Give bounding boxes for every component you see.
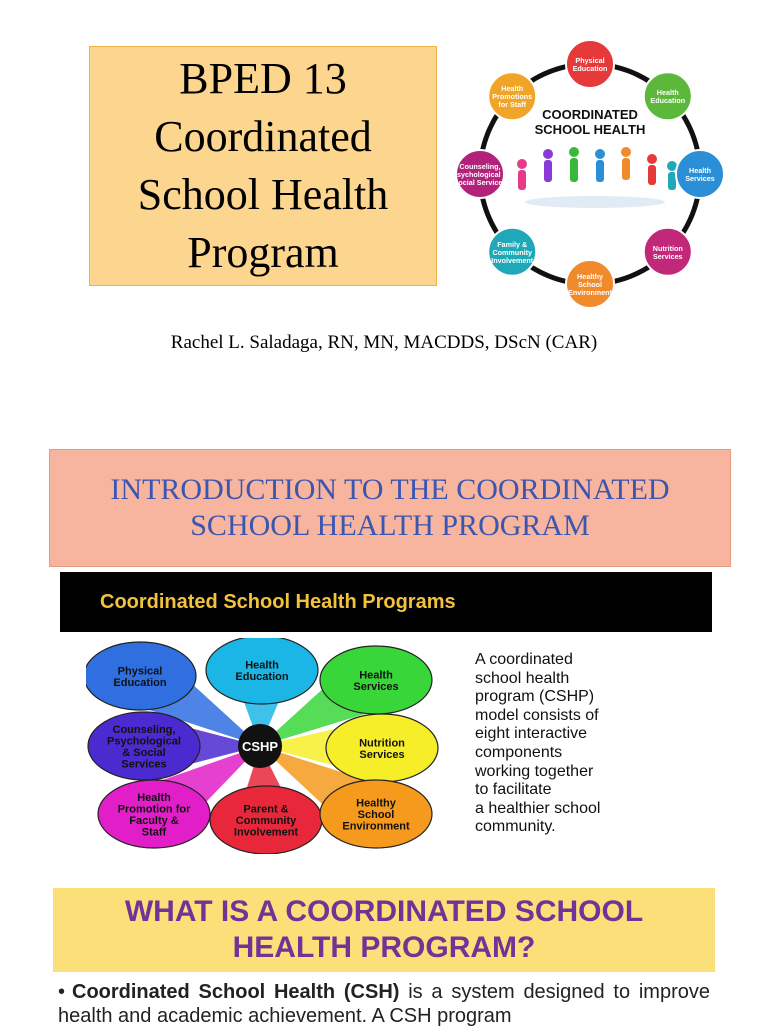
wheel-node-label: Health <box>689 166 711 175</box>
flower-petal-label: Faculty & <box>129 814 179 827</box>
banner-line-2: HEALTH PROGRAM? <box>232 931 536 964</box>
wheel-node-label: Psychological & <box>452 170 508 179</box>
wheel-node-label: School <box>578 280 602 289</box>
flower-petal-label: Parent & <box>243 803 289 816</box>
desc-line: components <box>475 743 563 761</box>
title-line-2: Coordinated <box>154 112 372 161</box>
flower-petal-label: Physical <box>117 665 163 678</box>
wheel-node-label: Community <box>492 247 532 257</box>
wheel-node <box>566 260 614 308</box>
flower-petal <box>320 780 432 848</box>
wheel-node-label: Health <box>501 84 524 94</box>
wheel-node <box>644 72 692 120</box>
wheel-center-title-2: SCHOOL HEALTH <box>534 122 646 137</box>
flower-petal <box>206 638 318 704</box>
flower-petal-label: Counseling, <box>112 723 176 736</box>
cshp-title-bar <box>60 572 712 632</box>
cshp-center-label: CSHP <box>241 739 279 754</box>
desc-line: model consists of <box>475 706 599 724</box>
flower-petal <box>210 786 322 854</box>
banner-line-1: WHAT IS A COORDINATED SCHOOL <box>124 895 644 928</box>
flower-petal-label: Health <box>137 791 171 804</box>
what-is-cshp-banner <box>53 888 715 972</box>
flower-petal <box>86 642 196 710</box>
cshp-components-diagram <box>86 638 446 854</box>
title-line-4: Program <box>187 228 339 277</box>
flower-petal-label: Education <box>235 670 289 683</box>
flower-petal <box>320 646 432 714</box>
wheel-node <box>566 40 614 88</box>
wheel-nodes <box>452 40 724 308</box>
wheel-node-label: Services <box>685 174 715 183</box>
flower-petal-label: Nutrition <box>359 737 405 750</box>
children-silhouettes <box>517 147 677 208</box>
flower-petal-label: Environment <box>342 820 410 833</box>
author-credit: Rachel L. Saladaga, RN, MN, MACDDS, DScN (CAR) <box>170 332 598 353</box>
title-line-1: BPED 13 <box>179 54 347 103</box>
flower-petal-label: Health <box>359 669 393 682</box>
flower-petal <box>326 714 438 782</box>
wheel-node-label: Social Services <box>453 178 507 187</box>
coordinated-school-health-wheel <box>440 24 740 324</box>
cshp-bar-title: Coordinated School Health Programs <box>100 590 456 613</box>
intro-heading-line-2: SCHOOL HEALTH PROGRAM <box>190 509 590 542</box>
wheel-node-label: Involvement <box>491 255 534 265</box>
bullet-icon: • <box>58 981 66 1003</box>
desc-line: working together <box>475 762 594 780</box>
wheel-node <box>488 228 536 276</box>
wheel-center-title-1: COORDINATED <box>542 107 638 122</box>
wheel-node-label: Promotions <box>492 92 533 102</box>
wheel-node-label: Physical <box>575 56 605 65</box>
flower-petal-label: Staff <box>141 826 167 839</box>
slide-title <box>138 50 389 282</box>
intro-heading-box <box>49 449 731 567</box>
flower-petal-label: Psychological <box>107 735 181 748</box>
wheel-node-label: Education <box>572 64 608 73</box>
flower-petal-label: Community <box>235 815 297 827</box>
bullet-body: is a system designed to improve health and academic achievement. A CSH program <box>58 981 710 1027</box>
wheel-node-label: for Staff <box>498 100 526 110</box>
flower-petal-label: Health <box>245 659 279 672</box>
desc-line: to facilitate <box>475 781 552 799</box>
desc-line: A coordinated <box>475 651 573 668</box>
title-box <box>89 46 437 286</box>
wheel-node <box>452 150 508 198</box>
flower-petal-label: Services <box>353 680 399 693</box>
wheel-node-label: Environment <box>568 288 612 297</box>
flower-petal-label: Services <box>121 758 167 771</box>
intro-heading-line-1: INTRODUCTION TO THE COORDINATED <box>110 473 670 506</box>
desc-line: program (CSHP) <box>475 688 595 706</box>
title-line-3: School Health <box>137 170 389 219</box>
wheel-node-label: Health <box>656 88 679 98</box>
flower-petal-label: Education <box>113 676 167 689</box>
flower-petal-label: Promotion for <box>117 803 191 816</box>
wheel-node-label: Family & <box>497 239 528 249</box>
wheel-node <box>644 228 692 276</box>
wheel-node <box>488 72 536 120</box>
desc-line: community. <box>475 818 556 836</box>
flower-petal-label: Services <box>359 748 405 761</box>
desc-line: school health <box>475 669 570 687</box>
cshp-description <box>475 651 715 837</box>
bullet-bold-term: Coordinated School Health (CSH) <box>72 981 400 1003</box>
flower-petal-label: & Social <box>122 746 166 759</box>
wheel-node-label: Services <box>652 251 683 261</box>
wheel-node-label: Nutrition <box>652 243 683 253</box>
wheel-node-label: Counseling, <box>459 162 501 171</box>
csh-definition-bullet <box>58 980 710 1028</box>
wheel-node <box>676 150 724 198</box>
wheel-node-label: Healthy <box>577 272 603 281</box>
wheel-node-label: Education <box>650 96 686 106</box>
desc-line: a healthier school <box>475 799 601 817</box>
flower-petal <box>88 712 200 780</box>
flower-petal-label: Involvement <box>233 826 299 839</box>
flower-petal <box>98 780 210 848</box>
desc-line: eight interactive <box>475 725 588 743</box>
flower-petal-label: School <box>357 809 395 821</box>
flower-petal-label: Healthy <box>356 797 396 810</box>
